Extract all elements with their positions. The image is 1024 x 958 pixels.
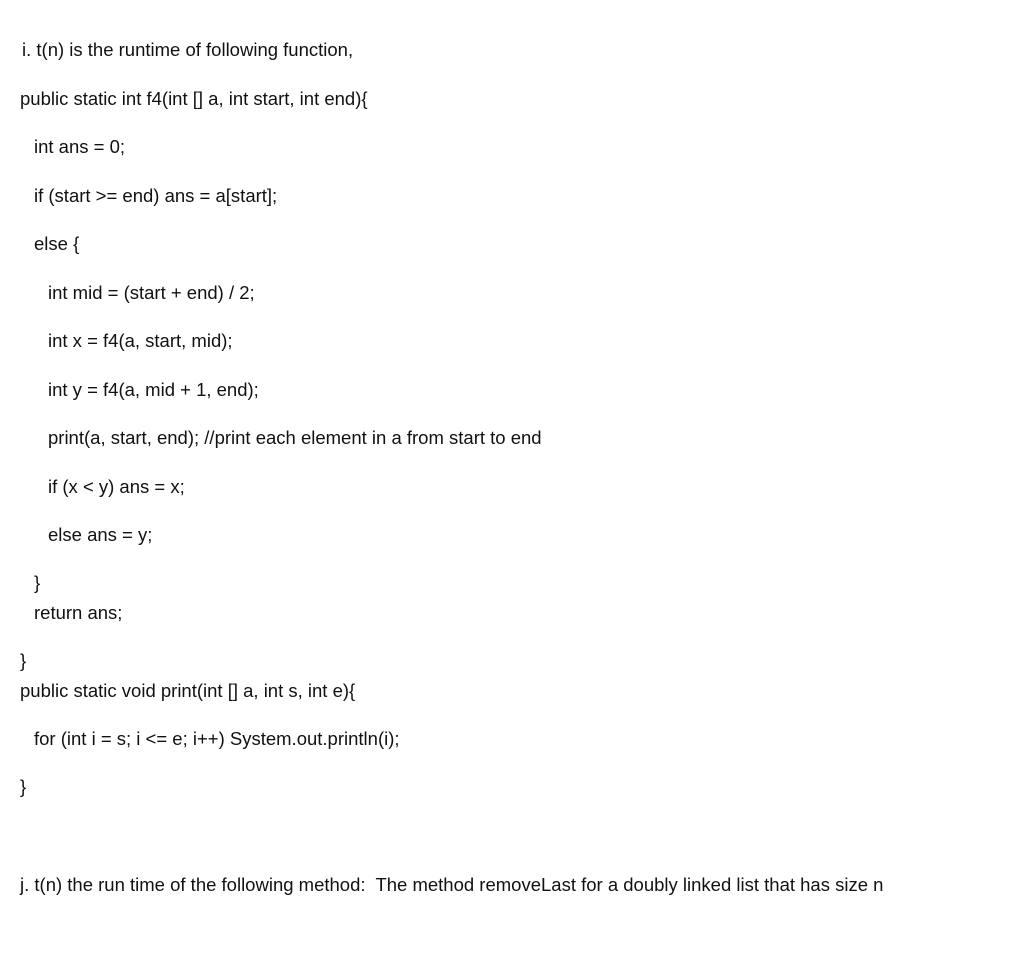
code-line-recursive-x: int x = f4(a, start, mid); <box>48 330 233 351</box>
question-j-heading: j. t(n) the run time of the following method: The method removeLast for a doubly linked list that has size n <box>20 874 884 895</box>
code-line-for-loop: for (int i = s; i <= e; i++) System.out.println(i); <box>34 728 400 749</box>
code-line-f4-close: } <box>20 650 27 671</box>
code-line-else-close: } <box>34 572 41 593</box>
code-line-else-ans: else ans = y; <box>48 524 153 545</box>
code-line-print-close: } <box>20 776 27 797</box>
code-line-return: return ans; <box>34 602 123 623</box>
code-line-if-compare: if (x < y) ans = x; <box>48 476 185 497</box>
code-line-recursive-y: int y = f4(a, mid + 1, end); <box>48 379 259 400</box>
code-line-mid: int mid = (start + end) / 2; <box>48 282 255 303</box>
question-i-heading: i. t(n) is the runtime of following function, <box>22 39 354 60</box>
code-line-f4-signature: public static int f4(int [] a, int start, int end){ <box>20 88 368 109</box>
code-line-else-open: else { <box>34 233 80 254</box>
code-line-base-case: if (start >= end) ans = a[start]; <box>34 185 278 206</box>
code-line-print-call: print(a, start, end); //print each element in a from start to end <box>48 427 542 448</box>
code-line-print-signature: public static void print(int [] a, int s, int e){ <box>20 680 356 701</box>
code-line-ans-init: int ans = 0; <box>34 136 126 157</box>
